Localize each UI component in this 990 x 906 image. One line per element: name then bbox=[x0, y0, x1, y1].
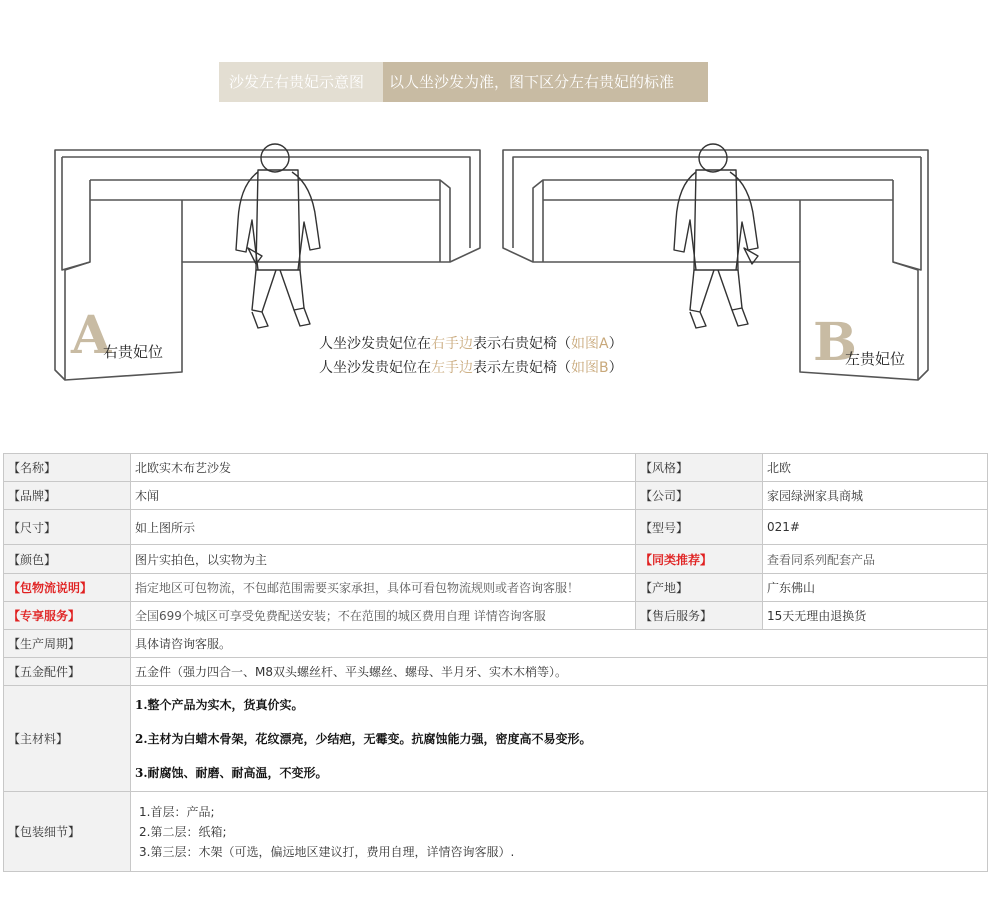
spec-key: 【尺寸】 bbox=[4, 510, 131, 545]
table-row bbox=[4, 574, 988, 602]
sofa-diagram bbox=[0, 130, 990, 400]
note-1-mid: 表示右贵妃椅（ bbox=[473, 336, 571, 352]
table-row bbox=[4, 792, 988, 872]
spec-key: 【名称】 bbox=[4, 454, 131, 482]
seated-person-b bbox=[674, 144, 758, 328]
spec-key: 【包装细节】 bbox=[4, 792, 131, 872]
pack-line: 1.首层：产品; bbox=[139, 804, 215, 819]
letter-b: B bbox=[813, 312, 857, 373]
spec-value: 指定地区可包物流，不包邮范围需要买家承担，具体可看包物流规则或者咨询客服！ bbox=[131, 574, 636, 602]
spec-key: 【生产周期】 bbox=[4, 630, 131, 658]
spec-key: 【型号】 bbox=[636, 510, 763, 545]
note-1-pre: 人坐沙发贵妃位在 bbox=[319, 336, 431, 352]
banner-title: 沙发左右贵妃示意图 bbox=[219, 62, 383, 102]
material-line: 3.耐腐蚀、耐磨、耐高温，不变形。 bbox=[135, 766, 328, 780]
spec-key: 【售后服务】 bbox=[636, 602, 763, 630]
spec-value: 家园绿洲家具商城 bbox=[763, 482, 988, 510]
note-2-ref: 如图B bbox=[571, 360, 609, 376]
similar-products-link[interactable]: 查看同系列配套产品 bbox=[763, 545, 988, 574]
material-list bbox=[131, 686, 988, 792]
table-row bbox=[4, 602, 988, 630]
table-row bbox=[4, 658, 988, 686]
spec-key: 【产地】 bbox=[636, 574, 763, 602]
note-2-post: ） bbox=[608, 360, 623, 376]
table-row bbox=[4, 482, 988, 510]
spec-key: 【风格】 bbox=[636, 454, 763, 482]
note-1-ref: 如图A bbox=[571, 336, 609, 352]
label-right-chaise: 右贵妃位 bbox=[103, 343, 164, 361]
spec-value: 全国699个城区可享受免费配送安装；不在范围的城区费用自理 详情咨询客服 bbox=[131, 602, 636, 630]
diagram-banner bbox=[219, 62, 708, 102]
note-1-highlight: 右手边 bbox=[431, 336, 473, 352]
table-row bbox=[4, 686, 988, 792]
spec-key-highlight: 【同类推荐】 bbox=[636, 545, 763, 574]
table-row bbox=[4, 630, 988, 658]
spec-value: 五金件（强力四合一、M8双头螺丝杆、平头螺丝、螺母、半月牙、实木木梢等）。 bbox=[131, 658, 988, 686]
pack-line: 3.第三层：木架（可选，偏远地区建议打，费用自理，详情咨询客服）. bbox=[139, 844, 515, 859]
spec-key-highlight: 【专享服务】 bbox=[4, 602, 131, 630]
note-2-pre: 人坐沙发贵妃位在 bbox=[319, 360, 431, 376]
spec-key: 【颜色】 bbox=[4, 545, 131, 574]
table-row bbox=[4, 510, 988, 545]
table-row bbox=[4, 454, 988, 482]
banner-subtitle: 以人坐沙发为准，图下区分左右贵妃的标准 bbox=[383, 62, 708, 102]
product-spec-table bbox=[3, 453, 988, 872]
note-line-2 bbox=[319, 357, 623, 377]
spec-value: 木闻 bbox=[131, 482, 636, 510]
seated-person-a bbox=[236, 144, 320, 328]
spec-key: 【主材料】 bbox=[4, 686, 131, 792]
spec-value: 如上图所示 bbox=[131, 510, 636, 545]
note-line-1 bbox=[319, 333, 623, 353]
spec-key-highlight: 【包物流说明】 bbox=[4, 574, 131, 602]
label-left-chaise: 左贵妃位 bbox=[845, 350, 906, 368]
spec-value: 广东佛山 bbox=[763, 574, 988, 602]
note-2-highlight: 左手边 bbox=[431, 360, 473, 376]
table-row bbox=[4, 545, 988, 574]
note-2-mid: 表示左贵妃椅（ bbox=[473, 360, 571, 376]
spec-value: 北欧实木布艺沙发 bbox=[131, 454, 636, 482]
spec-value: 021# bbox=[763, 510, 988, 545]
material-line: 2.主材为白蜡木骨架，花纹漂亮，少结疤，无霉变。抗腐蚀能力强，密度高不易变形。 bbox=[135, 732, 592, 746]
spec-value: 具体请咨询客服。 bbox=[131, 630, 988, 658]
pack-line: 2.第二层：纸箱; bbox=[139, 824, 227, 839]
note-1-post: ） bbox=[608, 336, 623, 352]
spec-value: 15天无理由退换货 bbox=[763, 602, 988, 630]
spec-key: 【公司】 bbox=[636, 482, 763, 510]
packaging-list bbox=[131, 792, 988, 872]
material-line: 1.整个产品为实木，货真价实。 bbox=[135, 698, 304, 712]
spec-key: 【品牌】 bbox=[4, 482, 131, 510]
spec-value: 图片实拍色，以实物为主 bbox=[131, 545, 636, 574]
letter-a: A bbox=[71, 305, 112, 366]
spec-value: 北欧 bbox=[763, 454, 988, 482]
spec-key: 【五金配件】 bbox=[4, 658, 131, 686]
